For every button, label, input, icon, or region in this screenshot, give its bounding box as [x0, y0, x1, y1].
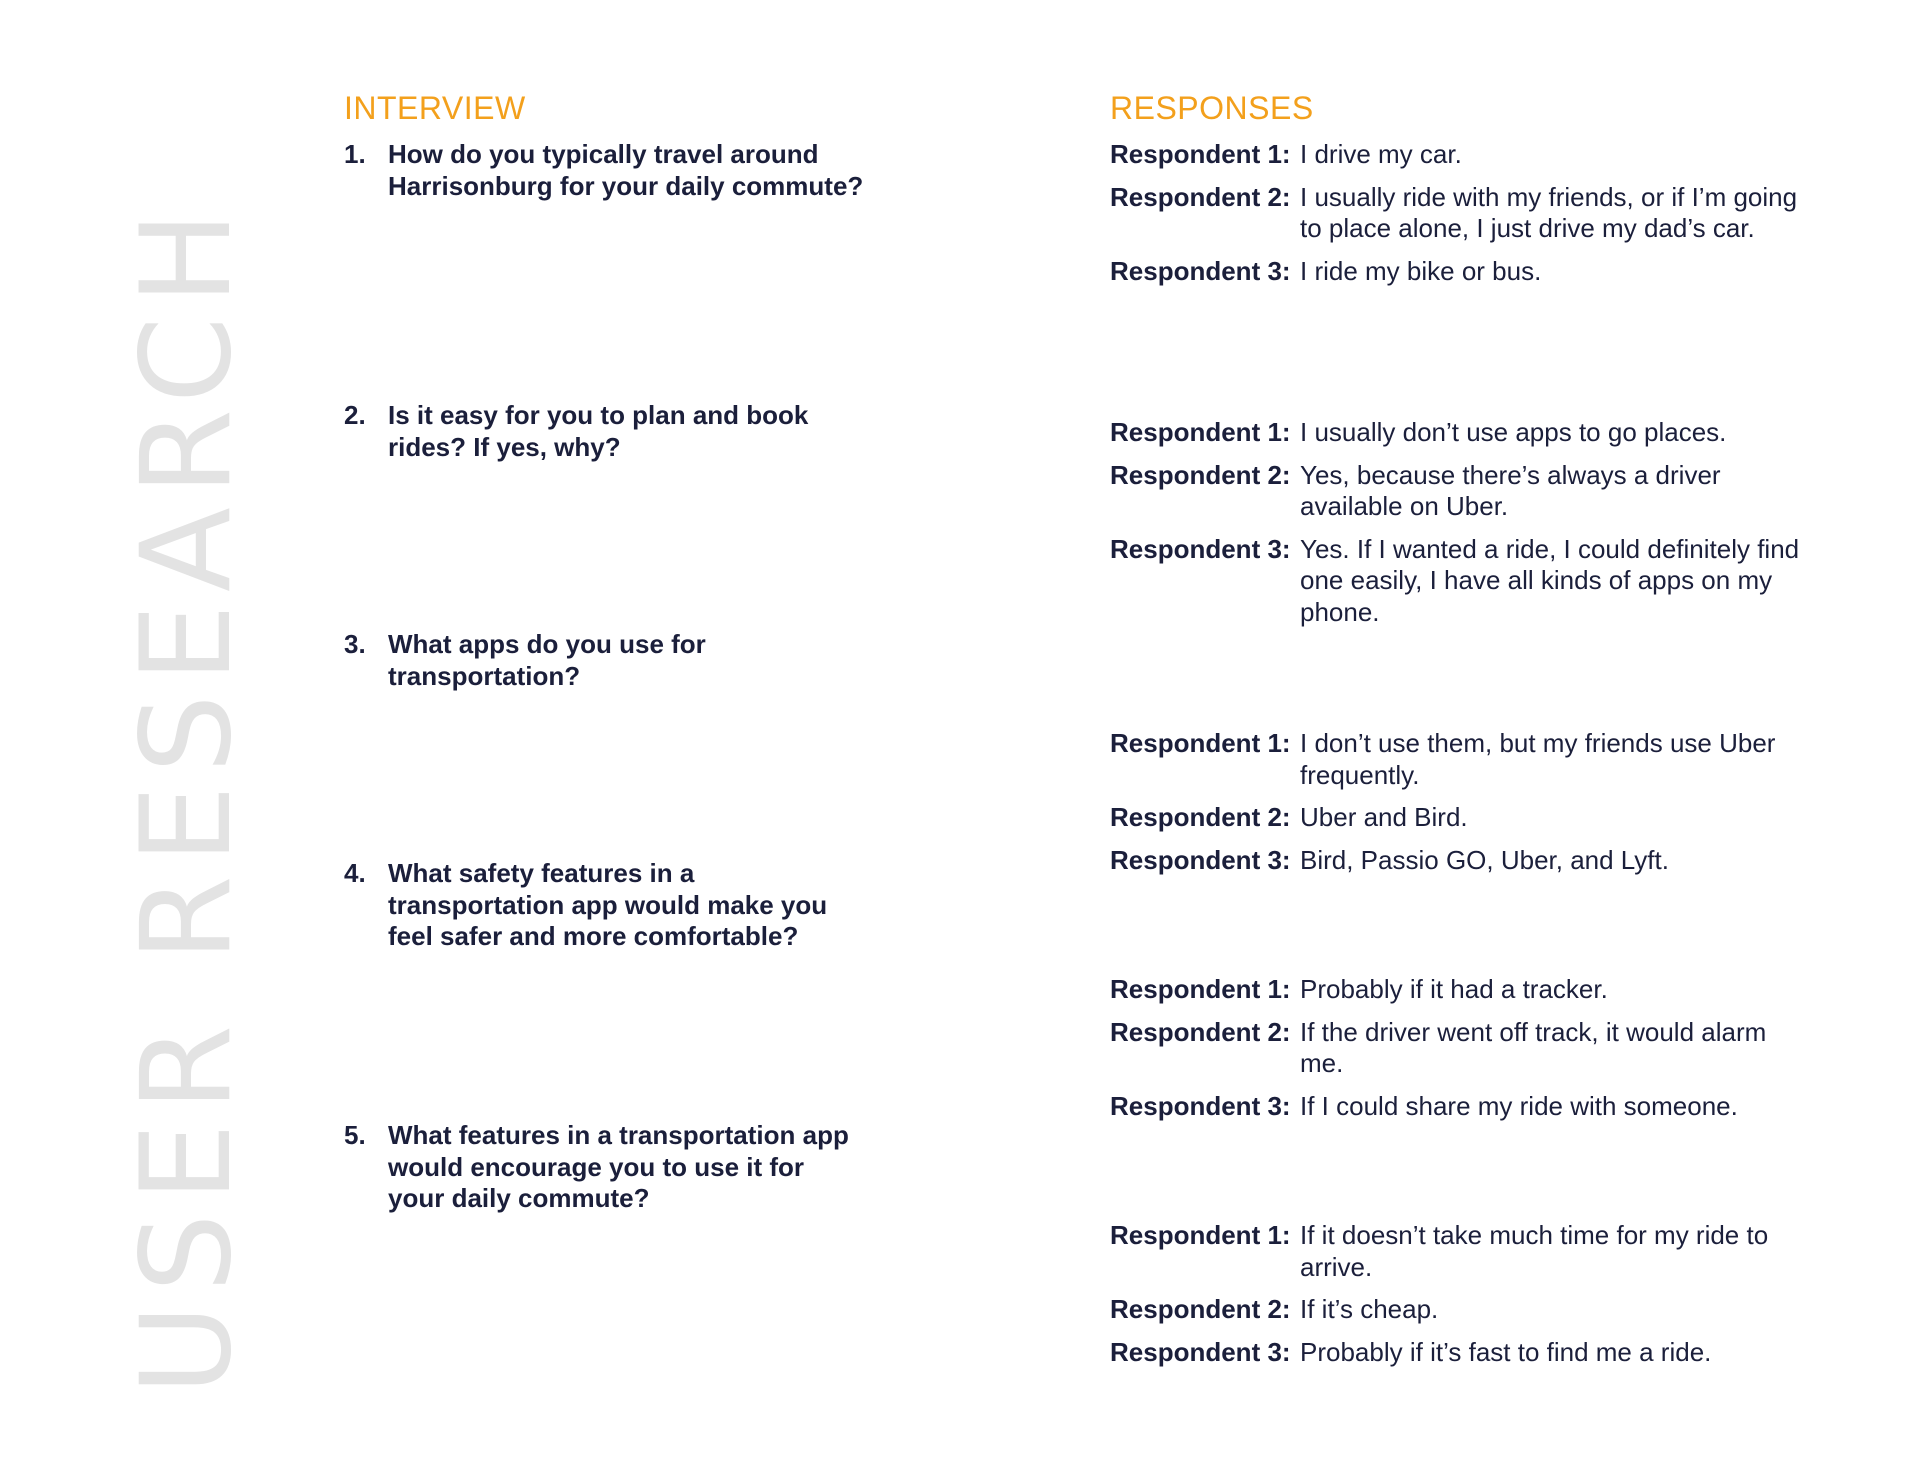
response-item: [1110, 845, 1810, 877]
respondent-answer: Uber and Bird.: [1300, 802, 1468, 832]
response-item: [1110, 534, 1810, 629]
respondent-answer: Probably if it’s fast to find me a ride.: [1300, 1336, 1712, 1367]
response-item: [1110, 256, 1810, 288]
question-number: 4.: [344, 858, 366, 888]
respondent-label: Respondent 1:: [1110, 728, 1291, 758]
respondent-answer: I don’t use them, but my friends use Uber frequently.: [1300, 728, 1776, 790]
respondent-label: Respondent 3:: [1110, 255, 1291, 286]
respondent-label: Respondent 1:: [1110, 417, 1291, 447]
respondent-label: Respondent 3:: [1110, 844, 1291, 875]
question-2: [344, 400, 864, 463]
question-text: What features in a transportation app would encourage you to use it for your daily commute?: [388, 1120, 849, 1213]
response-item: [1110, 1017, 1810, 1080]
response-item: [1110, 802, 1810, 834]
respondent-answer: If the driver went off track, it would alarm me.: [1300, 1016, 1767, 1078]
respondent-answer: Yes, because there’s always a driver available on Uber.: [1300, 459, 1721, 521]
question-text: What apps do you use for transportation?: [388, 629, 706, 691]
respondent-label: Respondent 2:: [1110, 181, 1291, 212]
respondent-answer: Yes. If I wanted a ride, I could definitely find one easily, I have all kinds of apps on my phone.: [1300, 533, 1800, 627]
respondent-label: Respondent 1:: [1110, 974, 1291, 1004]
question-3: [344, 629, 864, 692]
question-number: 3.: [344, 629, 366, 659]
respondent-label: Respondent 1:: [1110, 139, 1291, 169]
question-4: [344, 858, 864, 953]
question-number: 5.: [344, 1120, 366, 1150]
respondent-label: Respondent 2:: [1110, 802, 1291, 832]
respondent-label: Respondent 3:: [1110, 1090, 1291, 1121]
respondent-label: Respondent 2:: [1110, 1016, 1291, 1047]
question-5: [344, 1120, 864, 1215]
respondent-label: Respondent 2:: [1110, 1294, 1291, 1324]
response-item: [1110, 182, 1810, 245]
response-item: [1110, 974, 1810, 1006]
respondent-label: Respondent 3:: [1110, 533, 1291, 564]
question-text: What safety features in a transportation app would make you feel safer and more comfortable?: [388, 858, 828, 951]
respondent-answer: If I could share my ride with someone.: [1300, 1090, 1738, 1121]
respondent-answer: I usually don’t use apps to go places.: [1300, 417, 1727, 447]
respondent-label: Respondent 2:: [1110, 459, 1291, 490]
response-group-3: [1110, 728, 1810, 887]
response-item: [1110, 1294, 1810, 1326]
response-group-2: [1110, 417, 1810, 639]
interview-heading: INTERVIEW: [344, 90, 526, 126]
respondent-answer: Bird, Passio GO, Uber, and Lyft.: [1300, 844, 1669, 875]
question-1: [344, 139, 864, 202]
question-text: Is it easy for you to plan and book rides? If yes, why?: [388, 400, 809, 462]
respondent-answer: If it doesn’t take much time for my ride to arrive.: [1300, 1220, 1769, 1282]
response-group-5: [1110, 1220, 1810, 1379]
response-item: [1110, 460, 1810, 523]
response-item: [1110, 1337, 1810, 1369]
response-item: [1110, 728, 1810, 791]
response-item: [1110, 1091, 1810, 1123]
respondent-label: Respondent 3:: [1110, 1336, 1291, 1367]
respondent-answer: If it’s cheap.: [1300, 1294, 1439, 1324]
respondent-answer: Probably if it had a tracker.: [1300, 974, 1608, 1004]
response-item: [1110, 417, 1810, 449]
response-item: [1110, 1220, 1810, 1283]
question-text: How do you typically travel around Harrisonburg for your daily commute?: [388, 139, 864, 201]
question-number: 1.: [344, 139, 366, 169]
responses-heading: RESPONSES: [1110, 90, 1314, 126]
respondent-answer: I ride my bike or bus.: [1300, 255, 1542, 286]
side-title: USER RESEARCH: [115, 199, 259, 1395]
response-item: [1110, 139, 1810, 171]
respondent-label: Respondent 1:: [1110, 1220, 1291, 1250]
respondent-answer: I usually ride with my friends, or if I’m going to place alone, I just drive my dad’s car.: [1300, 181, 1798, 243]
question-number: 2.: [344, 400, 366, 430]
response-group-1: [1110, 139, 1810, 298]
response-group-4: [1110, 974, 1810, 1133]
respondent-answer: I drive my car.: [1300, 139, 1462, 169]
